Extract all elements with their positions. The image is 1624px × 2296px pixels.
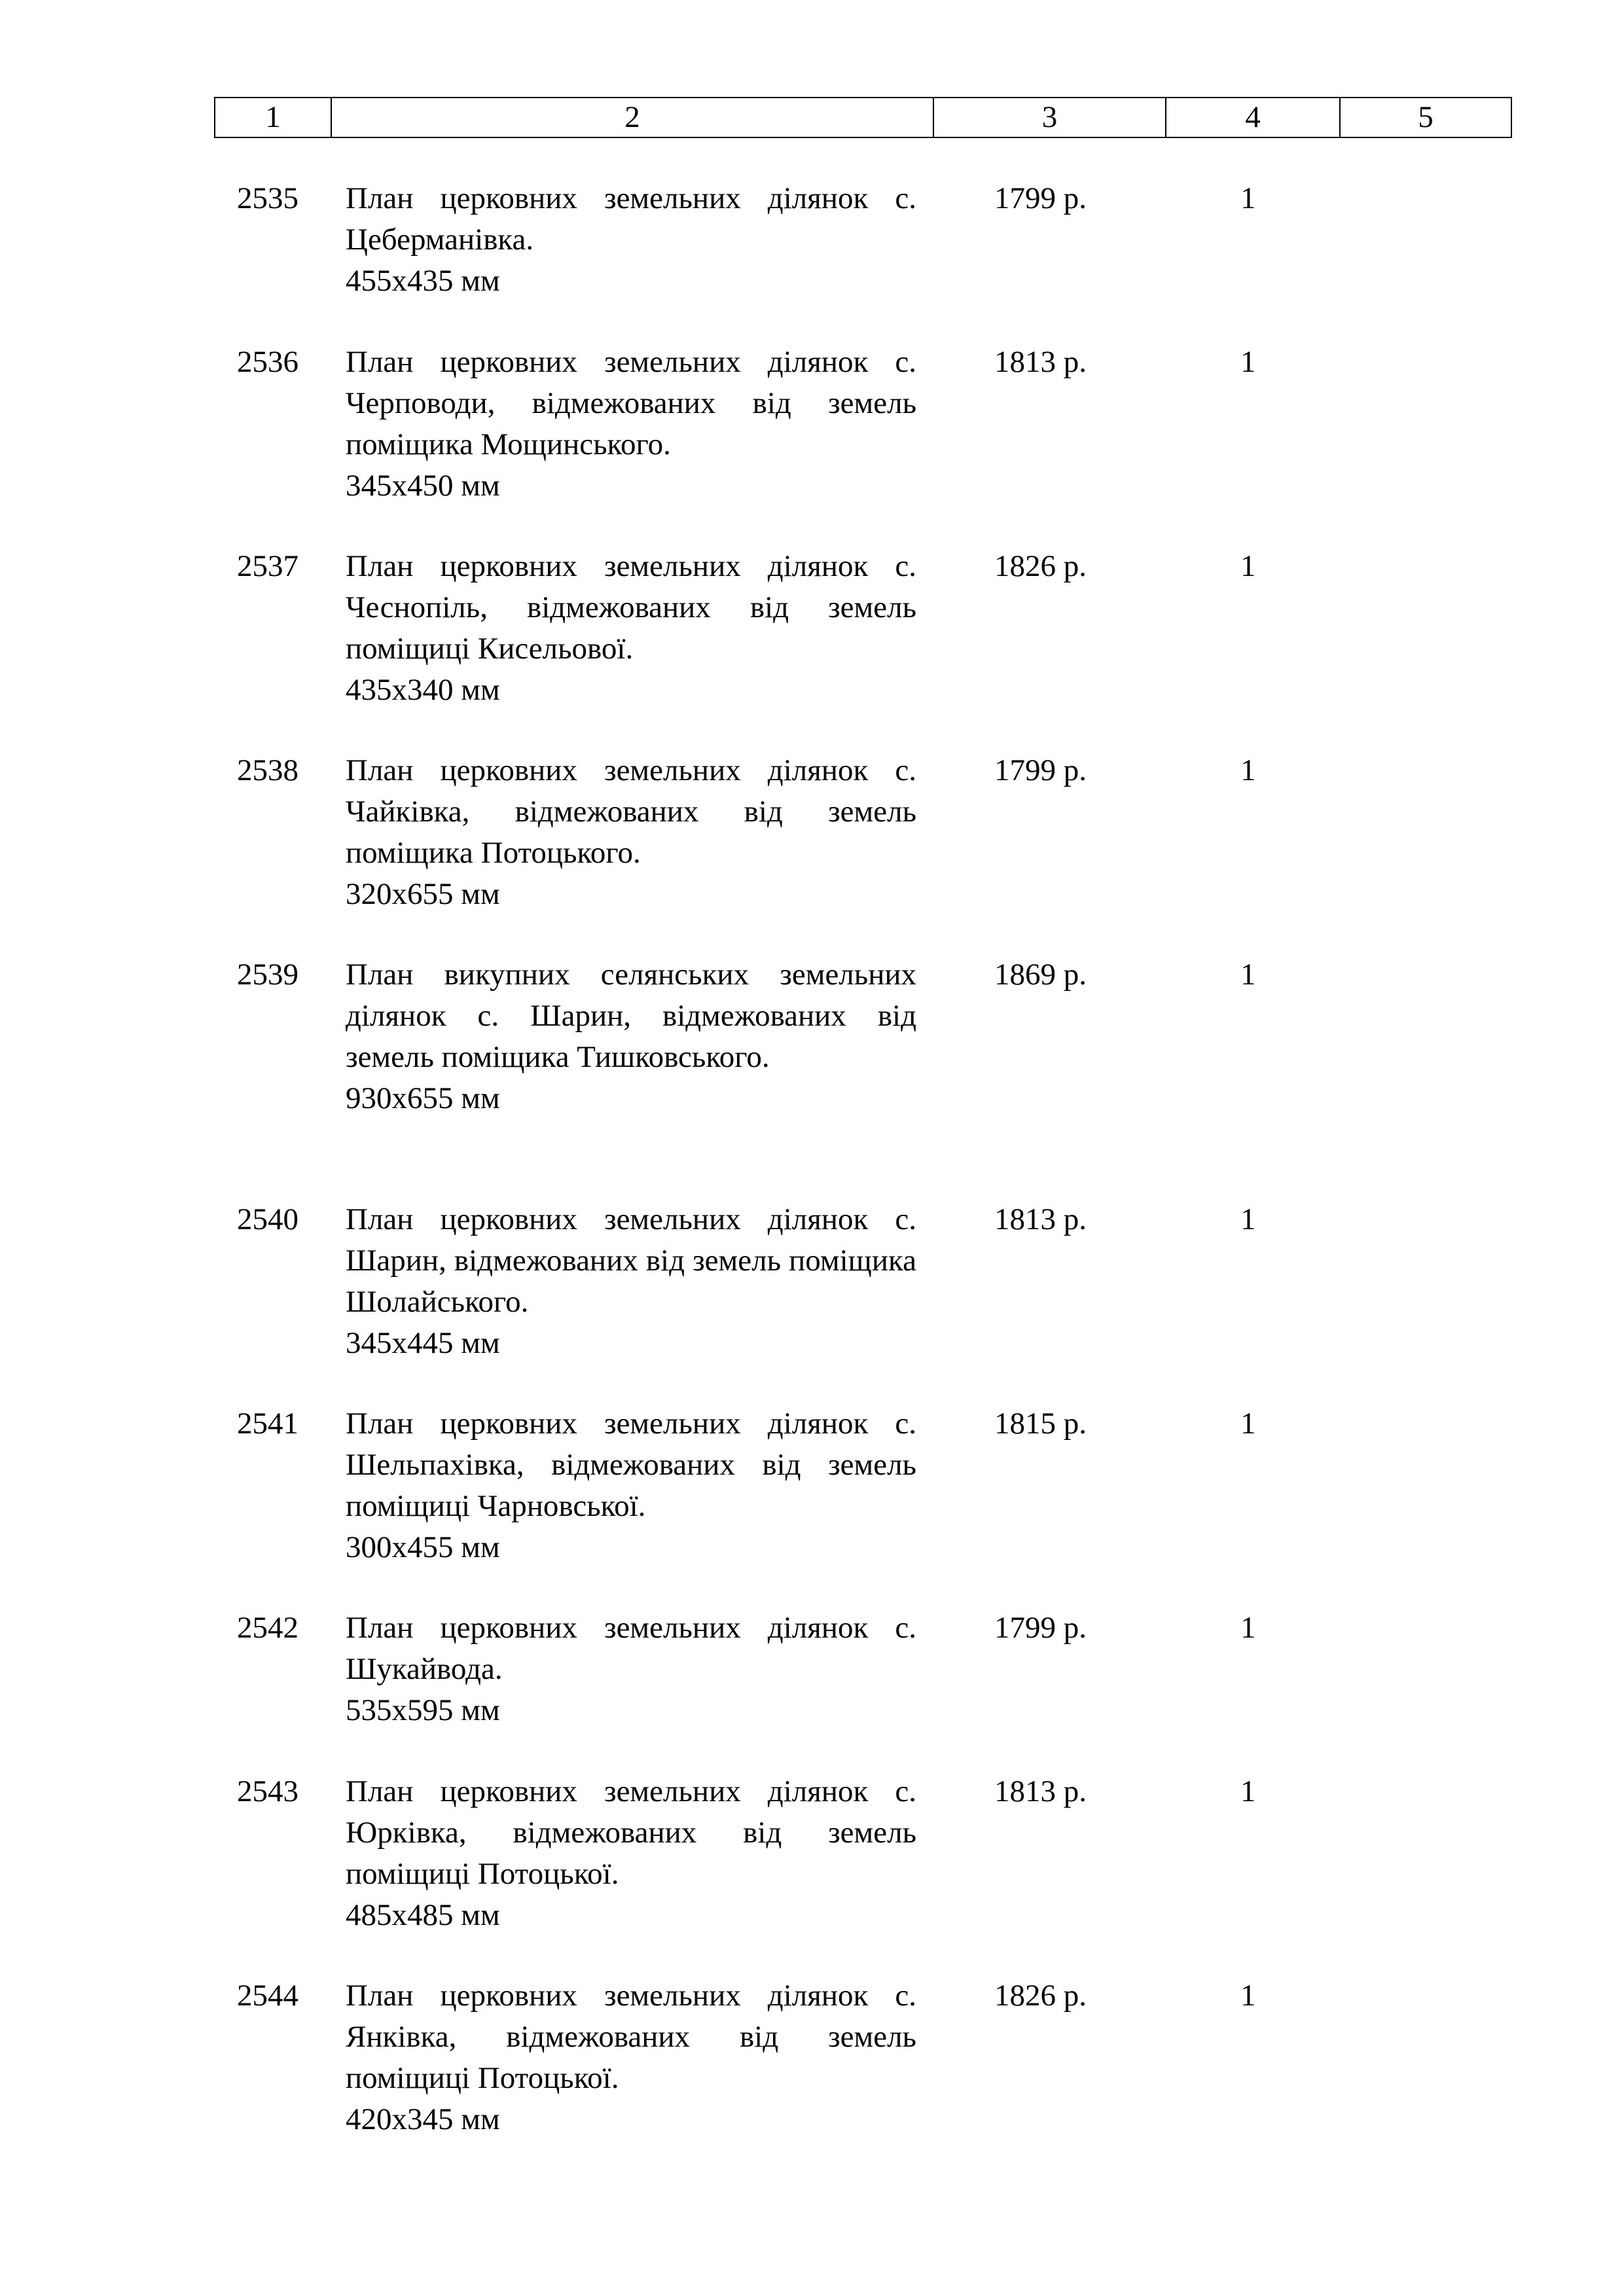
entry-size: 535х595 мм (346, 1693, 500, 1727)
entry-quantity: 1 (1240, 1407, 1256, 1441)
entry-description: План церковних земельних ділянок с. Чеснопіль, відмежованих від земель поміщиці Кисельової. (346, 549, 916, 666)
column-header-3: 3 (934, 98, 1166, 137)
entry-date: 1826 р. (994, 549, 1087, 583)
entry-description: План церковних земельних ділянок с. Шарин, відмежованих від земель поміщика Шолайського. (346, 1202, 916, 1319)
entry-quantity: 1 (1240, 1611, 1256, 1645)
entry-size: 345х445 мм (346, 1326, 500, 1360)
entry-quantity: 1 (1240, 1774, 1256, 1808)
entry-size: 485х485 мм (346, 1898, 500, 1932)
entry-description-block (346, 1607, 916, 1731)
entry-quantity: 1 (1240, 1979, 1256, 2013)
entry-description-block (346, 546, 916, 711)
entry-description: План церковних земельних ділянок с. Юрківка, відмежованих від земель поміщиці Потоцької. (346, 1774, 916, 1891)
entry-number: 2542 (237, 1611, 298, 1645)
entry-description-block (346, 342, 916, 507)
entry-description: План церковних земельних ділянок с. Чайківка, відмежованих від земель поміщика Потоцького. (346, 753, 916, 870)
entry-quantity: 1 (1240, 753, 1256, 787)
entry-description-block (346, 1199, 916, 1364)
entry-date: 1869 р. (994, 958, 1087, 992)
column-header-1: 1 (215, 98, 332, 137)
entry-description-block (346, 1771, 916, 1936)
entry-size: 455х435 мм (346, 264, 500, 298)
entry-size: 345х450 мм (346, 469, 500, 503)
entry-date: 1815 р. (994, 1407, 1087, 1441)
entry-description: План церковних земельних ділянок с. Шельпахівка, відмежованих від земель поміщиці Чарновської. (346, 1407, 916, 1523)
entry-size: 930х655 мм (346, 1081, 500, 1115)
entry-size: 420х345 мм (346, 2102, 500, 2136)
entry-size: 300х455 мм (346, 1530, 500, 1564)
entry-date: 1799 р. (994, 1611, 1087, 1645)
column-header-2: 2 (332, 98, 934, 137)
entry-description-block (346, 1403, 916, 1568)
entry-number: 2537 (237, 549, 298, 583)
entry-description: План церковних земельних ділянок с. Цеберманівка. (346, 181, 916, 257)
entry-description: План церковних земельних ділянок с. Черповоди, відмежованих від земель поміщика Мощинського. (346, 345, 916, 461)
entry-number: 2541 (237, 1407, 298, 1441)
entry-number: 2536 (237, 345, 298, 379)
entry-date: 1799 р. (994, 181, 1087, 215)
entry-date: 1813 р. (994, 1774, 1087, 1808)
entry-description: План викупних селянських земельних ділянок с. Шарин, відмежованих від земель поміщика Тишковського. (346, 958, 916, 1074)
entry-number: 2544 (237, 1979, 298, 2013)
entry-date: 1826 р. (994, 1979, 1087, 2013)
entry-quantity: 1 (1240, 181, 1256, 215)
entry-number: 2535 (237, 181, 298, 215)
entry-description-block (346, 750, 916, 915)
entry-quantity: 1 (1240, 1202, 1256, 1236)
entry-description-block (346, 178, 916, 302)
entry-quantity: 1 (1240, 345, 1256, 379)
entry-number: 2539 (237, 958, 298, 992)
entry-date: 1813 р. (994, 1202, 1087, 1236)
entry-size: 320х655 мм (346, 877, 500, 911)
entry-quantity: 1 (1240, 958, 1256, 992)
entry-description: План церковних земельних ділянок с. Янківка, відмежованих від земель поміщиці Потоцької. (346, 1979, 916, 2095)
entry-size: 435х340 мм (346, 673, 500, 707)
entry-date: 1813 р. (994, 345, 1087, 379)
entry-date: 1799 р. (994, 753, 1087, 787)
entry-number: 2543 (237, 1774, 298, 1808)
entry-quantity: 1 (1240, 549, 1256, 583)
entry-description-block (346, 954, 916, 1119)
entry-description: План церковних земельних ділянок с. Шукайвода. (346, 1611, 916, 1686)
column-header-4: 4 (1166, 98, 1341, 137)
column-header-5: 5 (1418, 100, 1434, 134)
entry-number: 2538 (237, 753, 298, 787)
entry-number: 2540 (237, 1202, 298, 1236)
entry-description-block (346, 1975, 916, 2140)
